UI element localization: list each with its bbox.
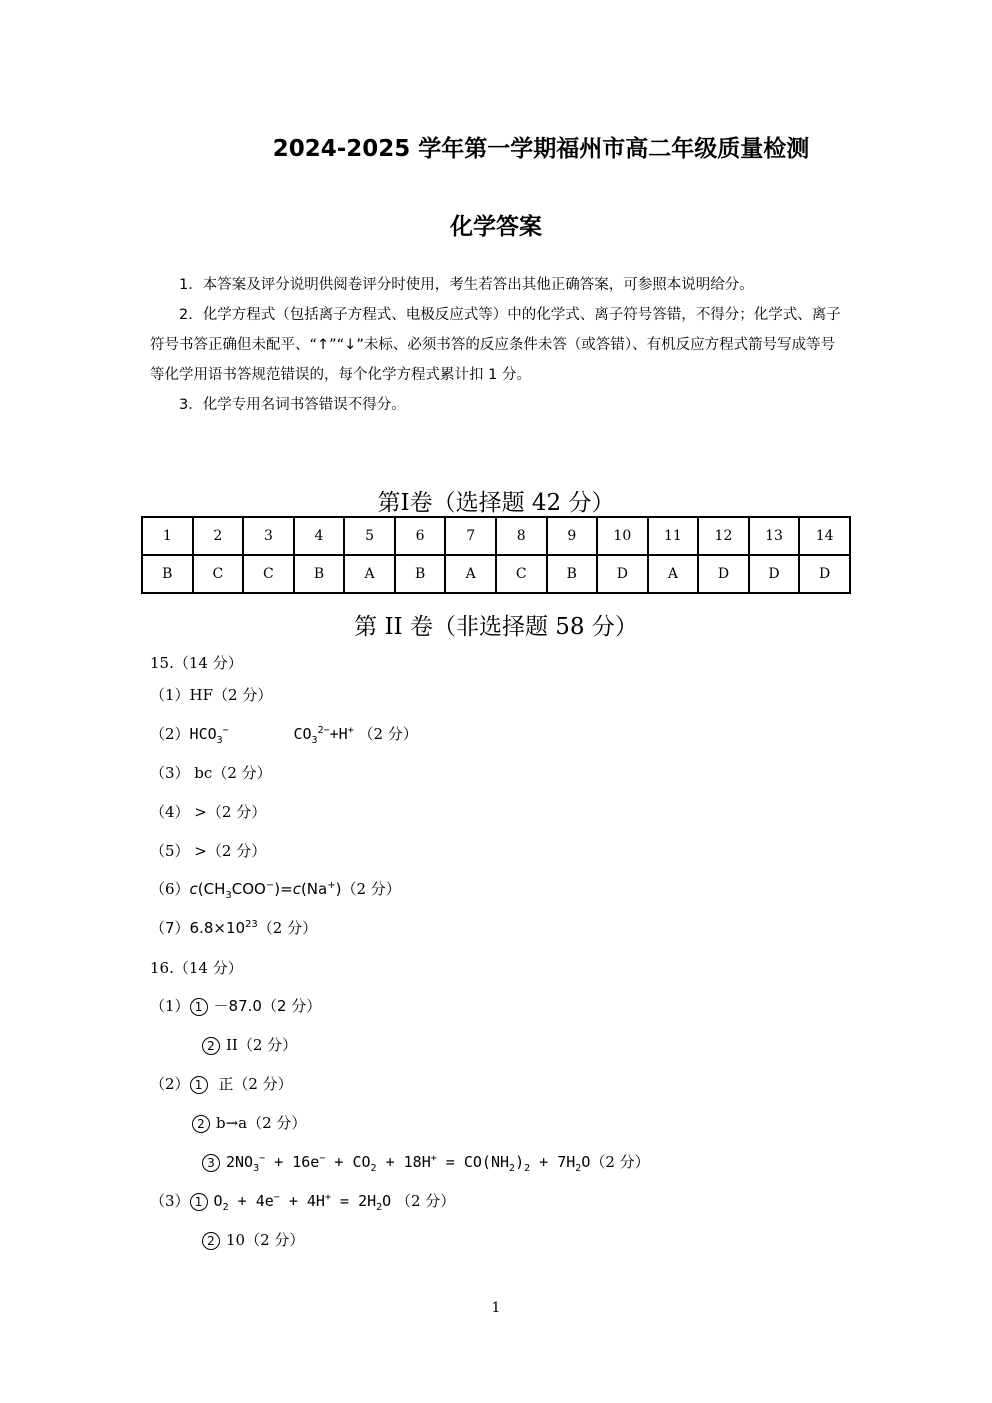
q16-part-1-1: （1） 1 －87.0（2 分） xyxy=(150,997,322,1015)
equilibrium-arrow-icon xyxy=(233,729,293,741)
table-cell: A xyxy=(344,555,395,593)
table-cell: D xyxy=(698,555,749,593)
q16-part-2-2: 2 b→a（2 分） xyxy=(192,1112,306,1133)
page-title: 2024-2025 学年第一学期福州市高二年级质量检测 xyxy=(272,136,810,162)
circled-two-icon: 2 xyxy=(202,1232,220,1250)
note-3: 3．化学专用名词书答错误不得分。 xyxy=(179,397,406,413)
formula-concentration: $c(CH_3COO^-)=c(Na^+)$ xyxy=(189,880,342,901)
table-cell: B xyxy=(294,555,345,593)
table-cell: D xyxy=(749,555,800,593)
table-row-answers xyxy=(142,555,850,593)
table-cell: 7 xyxy=(445,517,496,555)
table-cell: D xyxy=(799,555,850,593)
table-cell: A xyxy=(445,555,496,593)
table-cell: 5 xyxy=(344,517,395,555)
page-subtitle: 化学答案 xyxy=(450,214,542,240)
table-cell: 13 xyxy=(749,517,800,555)
table-cell: 6 xyxy=(395,517,446,555)
table-cell: 8 xyxy=(496,517,547,555)
circled-one-icon: 1 xyxy=(190,1076,208,1094)
table-cell: 3 xyxy=(243,517,294,555)
q15-header: 15.（14 分） xyxy=(150,654,243,672)
circled-one-icon: 1 xyxy=(190,1193,208,1211)
q15-answer-5: （5） >（2 分） xyxy=(150,842,267,860)
table-cell: B xyxy=(142,555,193,593)
answer-table xyxy=(141,516,851,594)
circled-two-icon: 2 xyxy=(202,1037,220,1055)
q16-part-2-3: 3 $2NO_3^- + 16e^- + CO_2 + 18H^+ = CO(NH_2)_2 + 7H_2O(2$ 分） xyxy=(202,1151,650,1174)
formula-urea-electrode: $2NO_3^- + 16e^- + CO_2 + 18H^+ = CO(NH_2)_2 + 7H_2O$ xyxy=(226,1153,591,1174)
note-1: 1．本答案及评分说明供阅卷评分时使用，考生若答出其他正确答案，可参照本说明给分。 xyxy=(179,277,754,293)
circled-three-icon: 3 xyxy=(202,1154,220,1172)
q16-header: 16.（14 分） xyxy=(150,959,243,977)
page-number: 1 xyxy=(491,1300,501,1316)
table-cell: B xyxy=(547,555,598,593)
table-cell: 2 xyxy=(193,517,244,555)
q16-part-3-2: 2 10（2 分） xyxy=(202,1229,304,1250)
q15-answer-3: （3） bc（2 分） xyxy=(150,764,272,782)
table-cell: 4 xyxy=(294,517,345,555)
q16-part-3-1: （3） 1 $O_2 + 4e^- + 4H^+ = 2H_2O$ （2 分） xyxy=(150,1192,456,1213)
section-1-title: 第I卷（选择题 42 分） xyxy=(377,490,615,516)
table-cell: 1 xyxy=(142,517,193,555)
table-cell: D xyxy=(597,555,648,593)
q16-part-1-2: 2 II（2 分） xyxy=(202,1034,297,1055)
formula-hco3: $HCO_3^-$ xyxy=(189,725,229,746)
table-cell: C xyxy=(193,555,244,593)
table-cell: C xyxy=(496,555,547,593)
table-row-numbers xyxy=(142,517,850,555)
formula-oxygen-electrode: $O_2 + 4e^- + 4H^+ = 2H_2O$ xyxy=(213,1192,392,1213)
q15-answer-7: $(7)6.8\times 10^{23}(2$ 分） xyxy=(150,919,318,937)
table-cell: 9 xyxy=(547,517,598,555)
q15-answer-4: （4） >（2 分） xyxy=(150,803,267,821)
table-cell: 10 xyxy=(597,517,648,555)
table-cell: 12 xyxy=(698,517,749,555)
grading-notes xyxy=(150,270,845,420)
section-2-title: 第 II 卷（非选择题 58 分） xyxy=(354,614,638,640)
table-cell: A xyxy=(648,555,699,593)
formula-co3-h: $CO_3^{2-}+H^+$ xyxy=(293,725,354,746)
table-cell: B xyxy=(395,555,446,593)
q16-part-2-1: （2） 1 正（2 分） xyxy=(150,1075,293,1093)
q15-answer-2: $(2)HCO_3^-$ $CO_3^{2-}+H^+$ （2 分） xyxy=(150,725,418,746)
table-cell: 14 xyxy=(799,517,850,555)
circled-two-icon: 2 xyxy=(192,1115,210,1133)
table-cell: C xyxy=(243,555,294,593)
note-2: 2．化学方程式（包括离子方程式、电极反应式等）中的化学式、离子符号答错，不得分；化学式、离子符号书答正确但未配平、“↑”“↓”未标、必须书答的反应条件未答（或答错）、有机反应方程式箭号写成等号等化学用语书答规范错误的，每个化学方程式累计扣 1 分。 xyxy=(150,307,841,383)
q15-answer-1: （1）HF（2 分） xyxy=(150,686,273,704)
q15-answer-6: $(6)c(CH_3COO^-)=c(Na^+)(2$ 分） xyxy=(150,880,401,901)
circled-one-icon: 1 xyxy=(190,998,208,1016)
table-cell: 11 xyxy=(648,517,699,555)
